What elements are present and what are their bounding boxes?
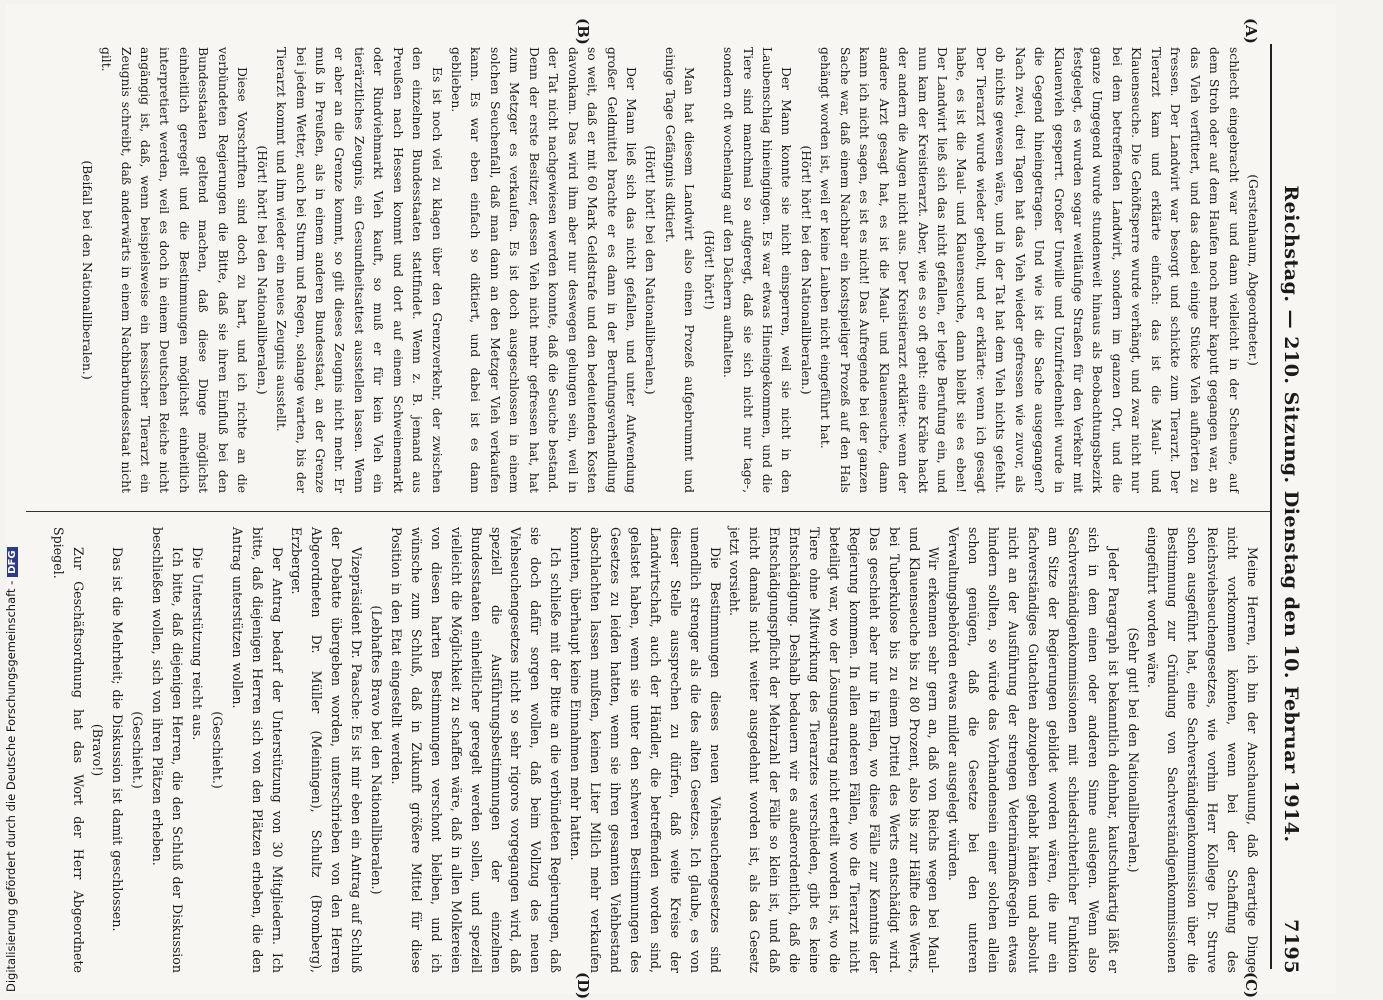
interjection: (Hört! hört!) — [701, 230, 716, 310]
interjection: (Sehr gut! bei den Nationalliberalen.) — [1125, 627, 1141, 873]
paragraph: Es ist noch viel zu klagen über den Grenzverkehr, der zwischen den einzelnen Bundesstaaten stattfindet. Wenn z. B. jemand aus Preußen nach Hessen kommt und dort auf einem Schweinemarkt oder Rindviehmarkt Vieh kauft, so muß er für kein Vieh ein tierärztliches Zeugnis, ein Gesundheitsattest ausstellen lassen. Wenn er aber an die Grenze kommt, so gilt dieses Zeugnis nicht mehr. Er muß in Preußen, als in einem anderen Bundesstaat, an der Grenze bei jedem Wetter, auch bei Sturm und Regen, solange warten, bis der Tierarzt kommt und ihm wieder ein neues Zeugnis ausstellt. — [274, 47, 444, 493]
page-title: Reichstag. — 210. Sitzung. Dienstag den 10. Februar 1914. — [1280, 185, 1302, 843]
column-divider — [26, 511, 1270, 512]
interjection: (Beifall bei den Nationalliberalen.) — [79, 160, 94, 380]
paragraph: Diese Vorschriften sind doch zu hart, und ich richte an die verbündeten Regierungen die Bitte, daß sie ihren Einfluß bei den Bundesstaaten geltend machen, daß diese Dinge möglichst einheitlich geregelt und die Bestimmungen möglichst einheitlich interpretiert werden, weil es doch in einem Deutschen Reiche nicht angängig ist, daß, wenn beispielsweise ein hessischer Tierarzt ein Zeugnis schreibt, daß anderwärts in einem Nachbarbundesstaat nicht gilt. — [99, 47, 250, 493]
interjection: (Bravo!) — [90, 723, 106, 777]
paragraph: Ich schließe mit der Bitte an die verbündeten Regierungen, daß sie doch dafür sorgen wollen, daß beim Vollzug des neuen Viehseuchengesetzes nicht so sehr rigoros vorgegangen wird, daß speziell die Ausführungsbestimmungen der einzelnen Bundesstaaten einheitlicher geregelt werden sollen, und speziell vielleicht die Möglichkeit zu schaffen wäre, daß in allen Molkereien von diesen harten Bestimmungen verschont bleiben, und ich wünsche zum Schluß, daß in Zukunft größere Mittel für diese Position in den Etat eingestellt werden. — [389, 527, 564, 973]
margin-marker-b: (B) — [574, 18, 592, 45]
page-number: 7195 — [1280, 919, 1302, 974]
paragraph: Der Mann ließ sich das nicht gefallen, und unter Aufwendung großer Geldmittel brachte er es dann in der Berufungsverhandlung so weit, daß er mit 60 Mark Geldstrafe und den bedeutenden Kosten davonkam. Das wird ihm aber nur deswegen gelungen sein, weil in der Tat nicht nachgewiesen werden konnte, daß die Seuche bestand. Denn der erste Besitzer, dessen Vieh nicht mehr gefressen hat, hat zum Metzger es verkaufen. Es ist doch ausgeschlossen in einem solchen Seuchenfall, daß man dann an den Metzger Vieh verkaufen kann. Es war eben einfach so diktiert, und dabei ist es dann geblieben. — [449, 47, 638, 493]
paragraph: Wir erkennen sehr gern an, daß von Reichs wegen bei Maul- und Klauenseuche bis zu 80 Prozent, also bis zur Hälfte des Werts, bei Tuberkulose bis zu einem Drittel des Werts entschädigt wird. Das geschieht aber nur in Fällen, wo diese Fälle zur Kenntnis der Regierung kommen. In allen anderen Fällen, wo die Tierarzt nicht beteiligt war, wo der Lösungsantrag nicht erteilt worden ist, wo die Tiere ohne Mitwirkung des Tierarztes verschieden, gibt es keine Entschädigung. Deshalb bedauern wir es außerordentlich, daß die Entschädigungspflicht der Mehrzahl der Fälle so klein ist, und daß nicht damals nicht weiter ausgedehnt worden ist, als das Gesetz jetzt vorsieht. — [727, 527, 942, 973]
document-page — [6, 4, 1336, 1000]
digitization-credit — [4, 547, 18, 992]
margin-marker-d: (D) — [574, 972, 592, 1000]
interjection: (Geschieht.) — [130, 711, 146, 789]
credit-text: Digitalisierung gefördert durch die Deutsche Forschungsgemeinschaft - — [4, 580, 18, 992]
interjection: (Lebhaftes Bravo bei den Nationalliberalen.) — [369, 605, 385, 895]
page-number-wrap — [1270, 54, 1306, 974]
paragraph: schlecht eingebracht war und dann vielleicht in der Scheune, auf dem Stroh oder auf dem Haufen noch mehr kaputt gegangen war, an das Vieh verfüttert, und das dabei einige Stücke Vieh aufhörten zu fressen. Der Landwirt war besorgt und schickte zum Tierarzt. Der Tierarzt kam und erklärte einfach: das ist die Maul- und Klauenseuche. Die Gehöftsperre wurde verhängt, und zwar nicht nur bei dem betreffenden Landwirt, sondern im ganzen Ort, und die ganze Umgegend wurde stundenweit hinaus als Beobachtungsbezirk festgelegt, es wurden sogar weitläufige Straßen für den Verkehr mit Klauenvieh gesperrt. Großer Unwille und Unzufriedenheit wurde in die Gegend hineingetragen. Und wie ist die Sache ausgegangen? Nach zwei, drei Tagen hat das Vieh wieder gefressen wie zuvor, als ob nichts gewesen wäre, und in der Tat hat dem Vieh nichts gefehlt. Der Tierarzt wurde wieder geholt, und er erklärte: wenn ich gesagt habe, es ist die Maul- und Klauenseuche, dann bleibt sie es eben! Der Landwirt ließ sich das nicht gefallen, er legte Berufung ein, und nun kam der Kreistierarzt. Aber, wie es so oft geht: eine Krähe hackt der andern die Augen nicht aus. Der Kreistierarzt erklärte: wenn der andere Arzt gesagt hat, es ist die Maul- und Klauenseuche, dann kann ich nicht sagen, es ist es nicht! Das Aufregende bei der ganzen Sache war, daß einem Nachbar ein kostspieliger Prozeß auf den Hals gehängt worden ist, weil er keine Lauben nicht eingeführt hat. — [818, 47, 1241, 493]
paragraph: Der Antrag bedarf der Unterstützung von 30 Mitgliedern. Ich bitte, daß diejenigen Herren sich von den Plätzen erheben, die den Antrag unterstützen wollen. — [229, 527, 285, 973]
paragraph: Jeder Paragraph ist bekanntlich dehnbar, kautschukartig läßt er sich in dem einen oder anderen Sinne auslegen. Wenn also Sachverständigenkommissionen mit schiedsrichterlicher Funktion am Sitze der Regierungen gebildet worden wären, die nur ein fachverständiges Gutachten abzugeben gehabt hätten und absolut nicht an der Ausführung der strengen Veterinärmaßregeln etwas hindern sollten, so würde das Vorhandensein einer solchen allein schon genügen, daß die Gesetze bei den unteren Verwaltungsbehörden etwas milder ausgelegt würden. — [946, 527, 1121, 973]
margin-marker-a: (A) — [1242, 18, 1260, 44]
speaker-note: (Gerstenhaum, Abgeordneter.) — [1246, 174, 1260, 366]
paragraph: Das ist die Mehrheit; die Diskussion ist damit geschlossen. — [110, 547, 126, 932]
paragraph: Die Bestimmungen dieses neuen Viehseuchengesetzes sind unendlich strenger als die des alten Gesetzes. Ich glaube, es von dieser Stelle aussprechen zu dürfen, daß weite Kreise der Landwirtschaft, auch der Händler, die betreffenden worden sind, gelastet haben, wenn sie unter den schweren Bestimmungen des Gesetzes zu leiden hatten, wenn sie ihren gesamten Viehbestand abschlachten lassen mußten, keinen Liter Milch mehr verkaufen konnten, überhaupt keine Einnahmen mehr hatten. — [568, 527, 723, 973]
interjection: (Hört! hört! bei den Nationalliberalen.) — [254, 145, 269, 395]
paragraph: Der Mann konnte sie nicht einsperren, weil sie nicht in den Laubenschlag hineingingen. Es war etwas Hineingekommen, und die Tiere sind manchmal so aufgeregt, daß sie sich nicht nur tage-, sondern oft wochenlang auf den Dächern aufhalten. — [721, 47, 794, 493]
right-column — [48, 527, 1262, 973]
interjection: (Hört! hört! bei den Nationalliberalen.) — [798, 145, 813, 395]
paragraph: Meine Herren, ich bin der Anschauung, daß derartige Dinge nicht vorkommen könnten, wenn bei der Schaffung des Reichsviehseuchengesetzes, wie vorhin Herr Kollege Dr. Struve schon ausgeführt hat, eine Sachverständigenkommission über die Bestimmung zur Gründung von Sachverständigenkommissionen eingeführt worden wäre. — [1145, 527, 1260, 973]
left-column — [76, 47, 1262, 493]
paragraph: Zur Geschäftsordnung hat das Wort der Herr Abgeordnete Spiegel. — [50, 527, 86, 973]
paragraph: Ich bitte, daß diejenigen Herren, die den Schluß der Diskussion beschließen wollen, sich von ihren Plätzen erheben. — [150, 527, 186, 973]
paragraph: Die Unterstützung reicht aus. — [189, 547, 205, 741]
paragraph: Man hat diesem Landwirt also einen Prozeß aufgebrummt und einige Tage Gefängnis diktiert. — [662, 47, 697, 493]
margin-marker-c: (C) — [1242, 972, 1260, 999]
header-rule — [1270, 44, 1272, 969]
dfg-logo: DFG — [7, 547, 18, 576]
paragraph: Vizepräsident Dr. Paasche: Es ist mir eben ein Antrag auf Schluß der Debatte übergeben worden, unterschrieben von den Herren Abgeordneten Dr. Müller (Meiningen), Schultz (Bromberg), Erzberger. — [289, 527, 365, 973]
interjection: (Hört! hört! bei den Nationalliberalen.) — [643, 145, 658, 395]
interjection: (Geschieht.) — [209, 711, 225, 789]
